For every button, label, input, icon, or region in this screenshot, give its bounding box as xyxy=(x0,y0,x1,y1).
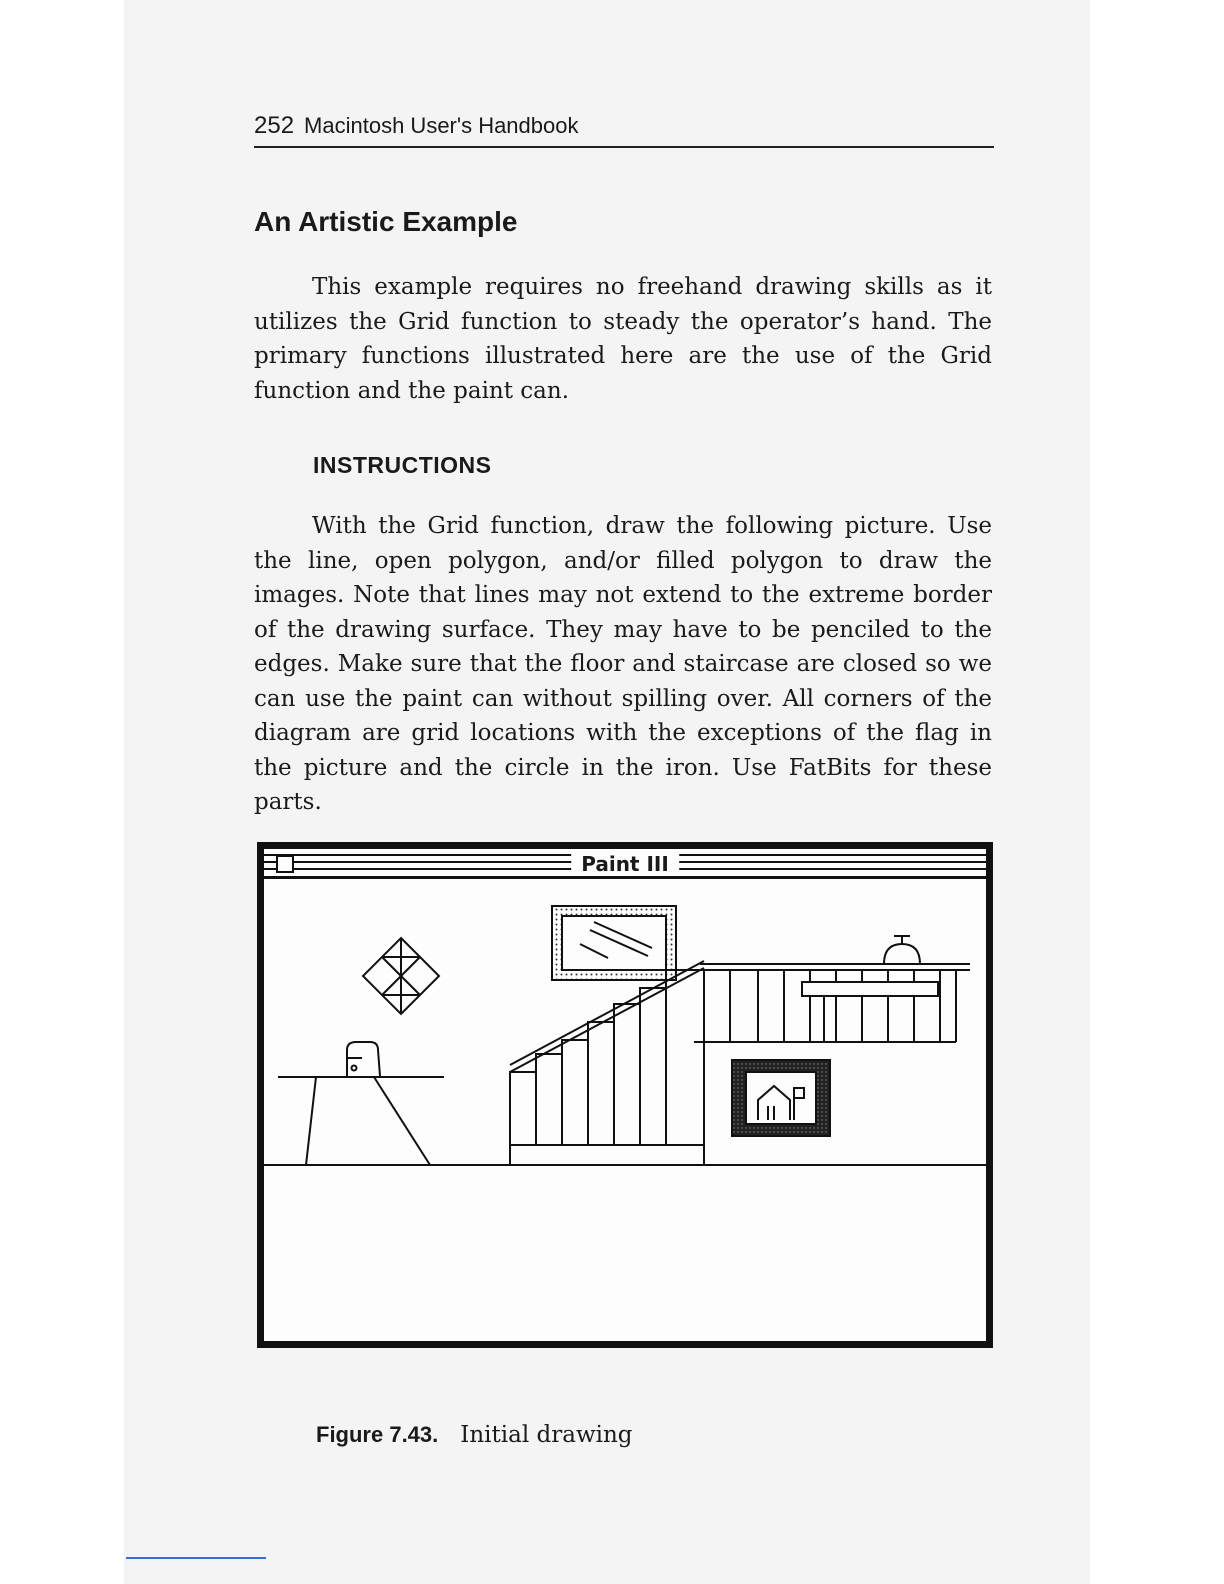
drawing-canvas xyxy=(264,882,986,1340)
close-box[interactable] xyxy=(276,855,294,873)
landing-railing xyxy=(694,964,970,1042)
scan-edge-line xyxy=(126,1557,266,1559)
book-title: Macintosh User's Handbook xyxy=(304,113,579,138)
running-header xyxy=(254,112,994,148)
instructions-paragraph: With the Grid function, draw the following picture. Use the line, open polygon, and/or filled polygon to draw the images. Note that lines may not extend to the extreme border of the drawing surface. They may have to be penciled to the edges. Make sure that the floor and staircase are closed so we can use the paint can without spilling over. All corners of the diagram are grid locations with the exceptions of the flag in the picture and the circle in the iron. Use FatBits for these parts. xyxy=(254,513,992,815)
table-with-iron xyxy=(278,1042,444,1165)
staircase xyxy=(510,961,704,1165)
dome-lamp xyxy=(884,936,920,964)
window-title: Paint III xyxy=(571,852,679,876)
figure-label: Figure 7.43. xyxy=(316,1422,439,1447)
window-titlebar[interactable] xyxy=(264,849,986,879)
instructions-heading: INSTRUCTIONS xyxy=(313,452,492,478)
figure-caption-text: Initial drawing xyxy=(460,1422,633,1448)
paint-window xyxy=(257,842,993,1348)
page-number: 252 xyxy=(254,112,295,139)
intro-paragraph: This example requires no freehand drawing skills as it utilizes the Grid function to steady the operator’s hand. The primary functions illustrated here are the use of the Grid function and the paint can. xyxy=(254,274,992,404)
fireplace xyxy=(732,1060,830,1136)
framed-picture xyxy=(552,906,676,980)
section-title: An Artistic Example xyxy=(254,206,518,237)
diamond-ornament xyxy=(363,938,439,1014)
figure-caption xyxy=(316,1422,633,1448)
